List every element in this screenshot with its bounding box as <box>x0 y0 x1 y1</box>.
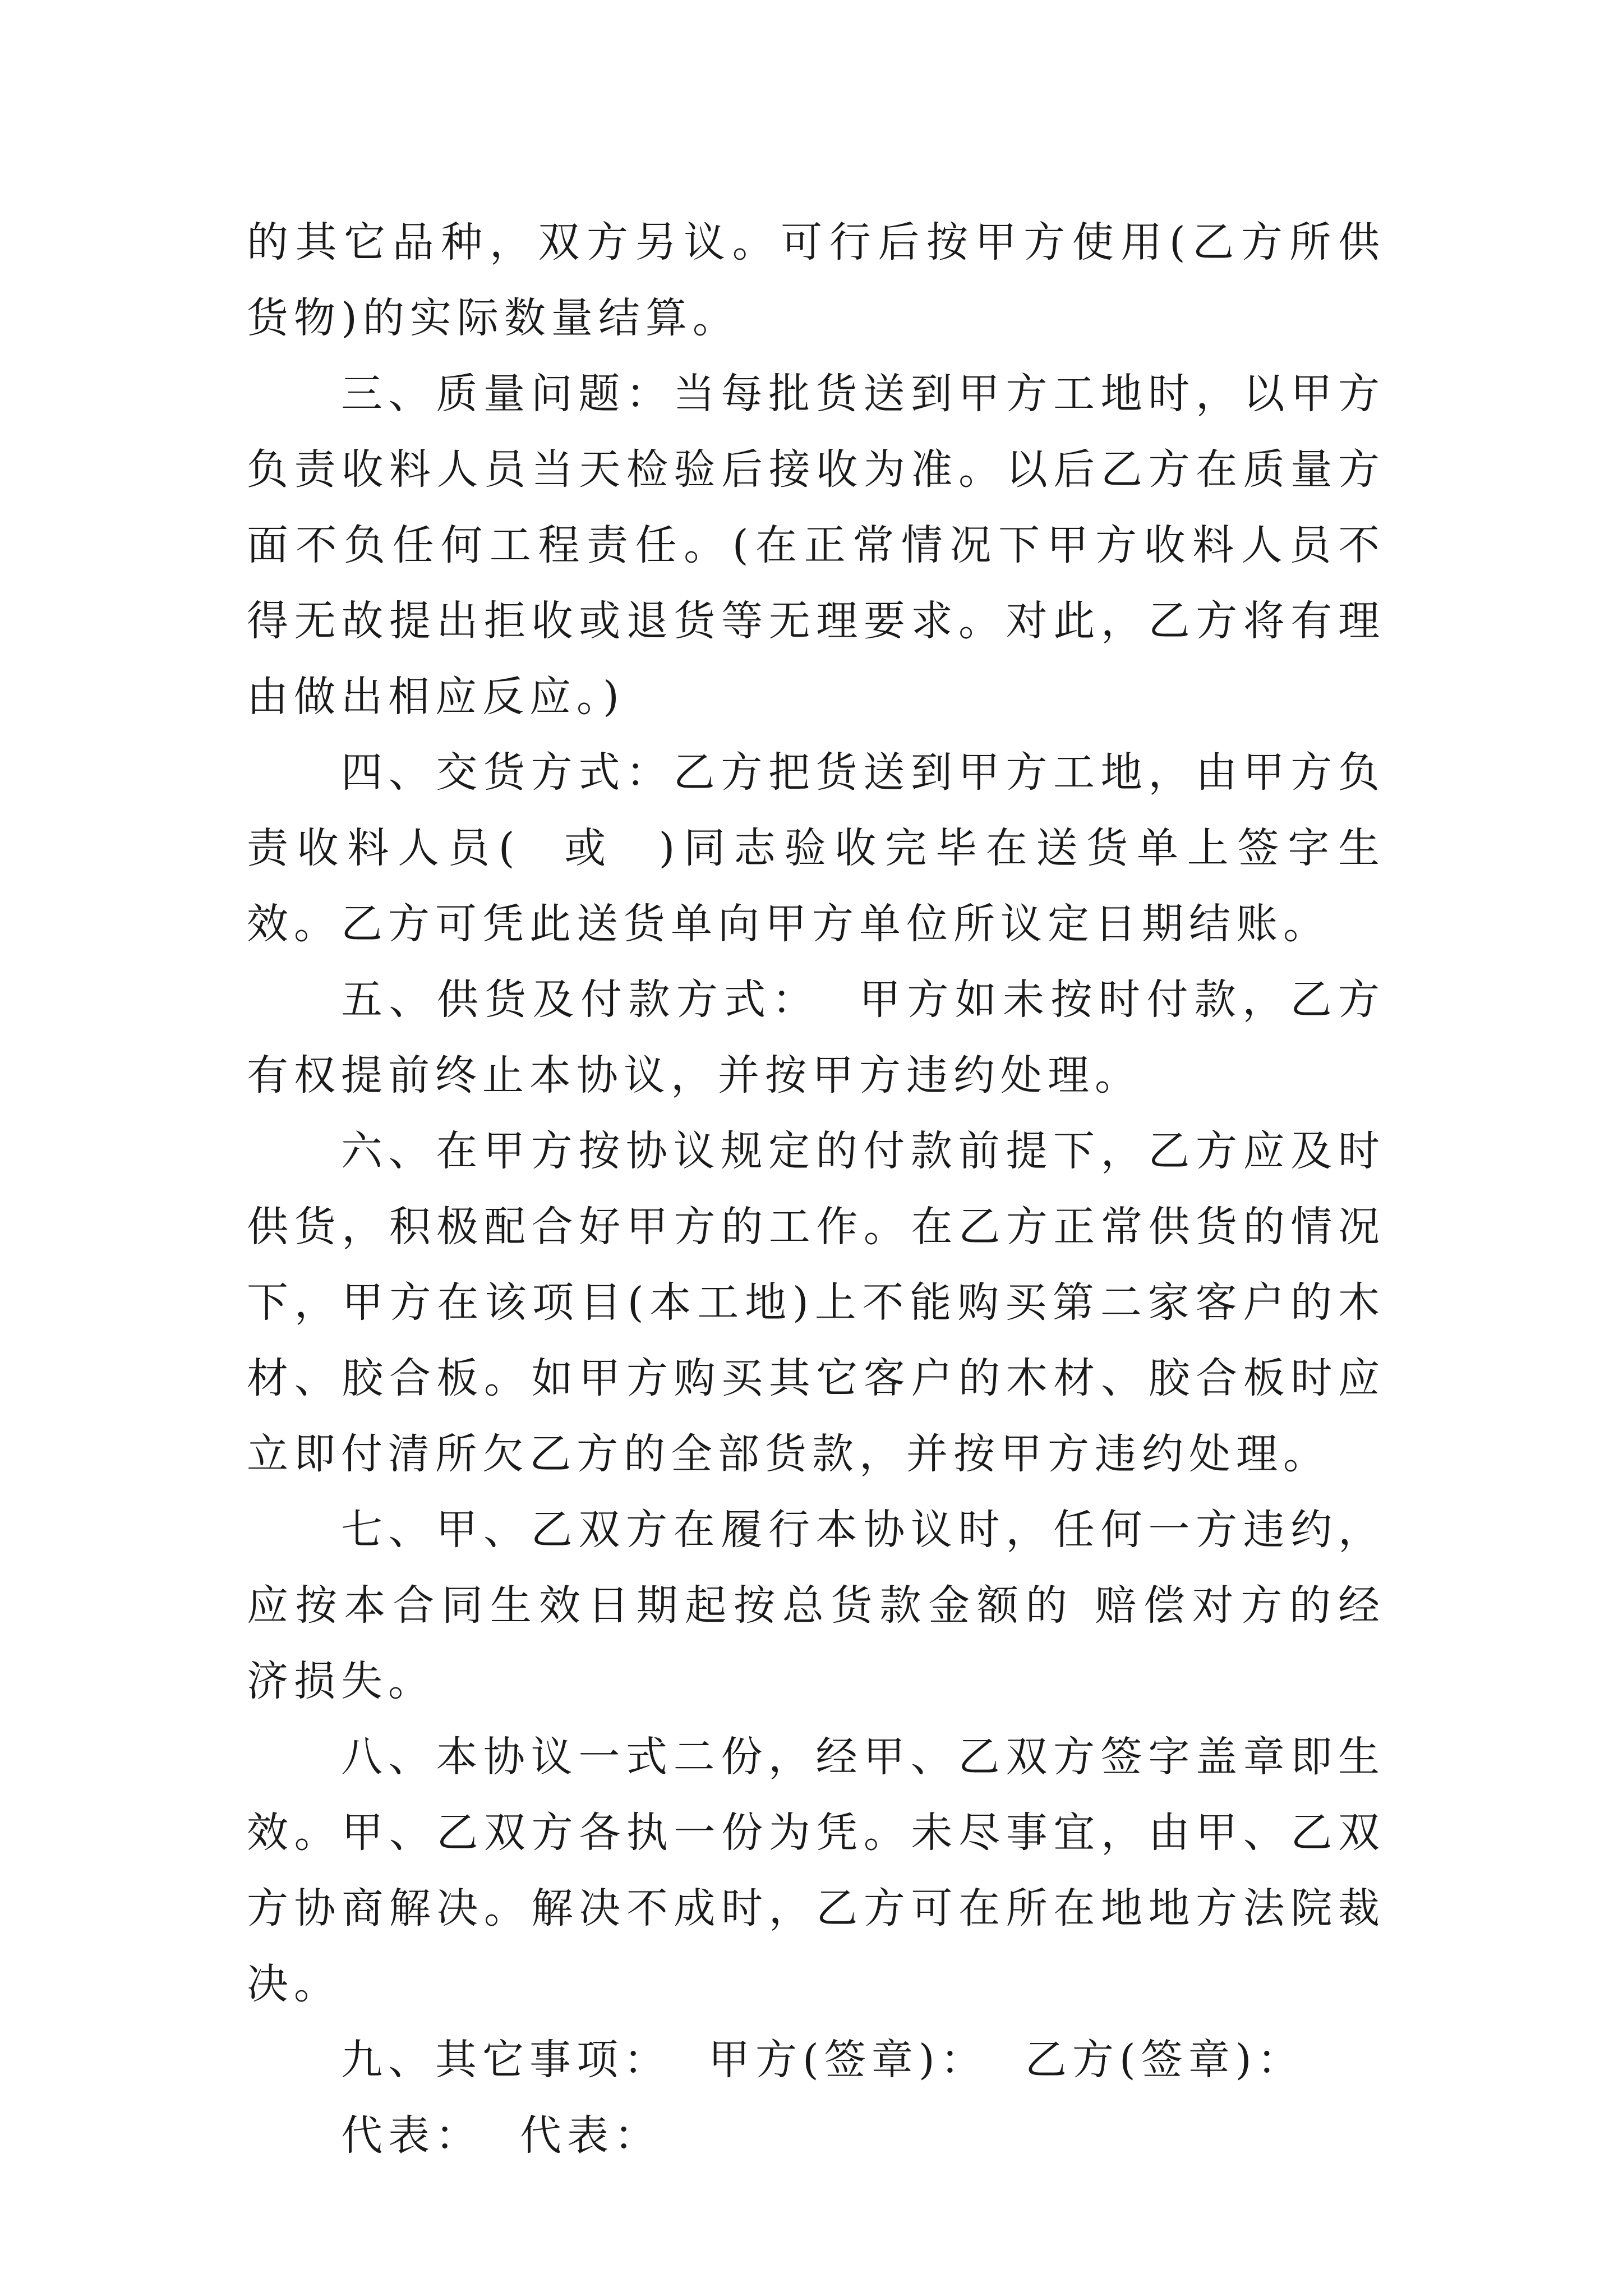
clause-4-delivery: 四、交货方式：乙方把货送到甲方工地，由甲方负责收料人员( 或 )同志验收完毕在送货单上签字生效。乙方可凭此送货单向甲方单位所议定日期结账。 <box>247 748 1385 948</box>
representatives-line: 代表： 代表： <box>341 2111 662 2160</box>
document-body <box>247 205 1385 2174</box>
clause-5-payment: 五、供货及付款方式： 甲方如未按时付款，乙方有权提前终止本协议，并按甲方违约处理。 <box>247 976 1385 1099</box>
clause-9-other-signatures: 九、其它事项： 甲方(签章)： 乙方(签章)： <box>341 2036 1304 2084</box>
clause-3-quality: 三、质量问题：当每批货送到甲方工地时，以甲方负责收料人员当天检验后接收为准。以后乙方在质量方面不负任何工程责任。(在正常情况下甲方收料人员不得无故提出拒收或退货等无理要求。对此，乙方将有理由做出相应反应。) <box>247 370 1385 721</box>
clause-8-copies: 八、本协议一式二份，经甲、乙双方签字盖章即生效。甲、乙双方各执一份为凭。未尽事宜，由甲、乙双方协商解决。解决不成时，乙方可在所在地地方法院裁决。 <box>247 1733 1385 2008</box>
clause-6-supply: 六、在甲方按协议规定的付款前提下，乙方应及时供货，积极配合好甲方的工作。在乙方正常供货的情况下，甲方在该项目(本工地)上不能购买第二家客户的木材、胶合板。如甲方购买其它客户的木材、胶合板时应立即付清所欠乙方的全部货款，并按甲方违约处理。 <box>247 1127 1385 1478</box>
paragraph-continuation: 的其它品种，双方另议。可行后按甲方使用(乙方所供货物)的实际数量结算。 <box>247 218 1385 342</box>
clause-7-breach: 七、甲、乙双方在履行本协议时，任何一方违约，应按本合同生效日期起按总货款金额的 赔偿对方的经济损失。 <box>247 1506 1385 1705</box>
